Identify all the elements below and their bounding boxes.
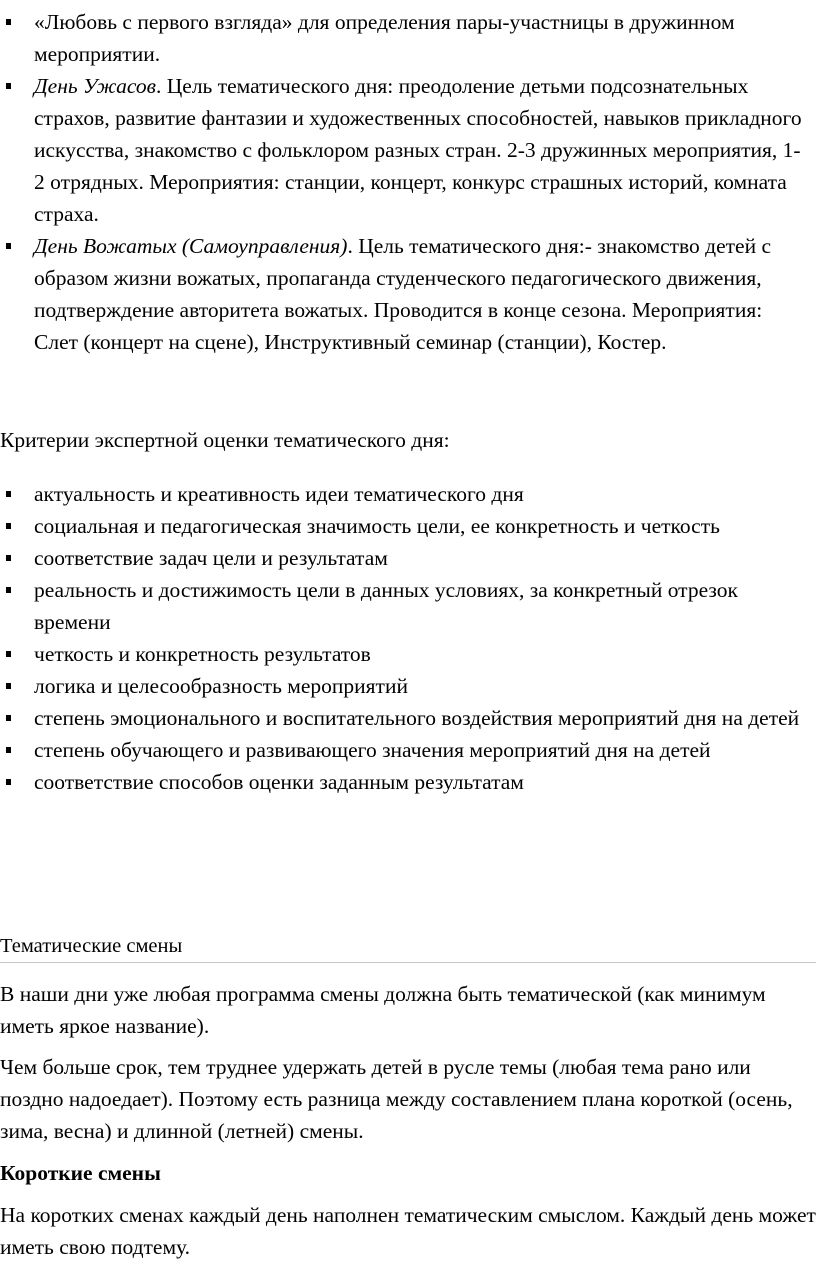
paragraph: На коротких сменах каждый день наполнен тематическим смыслом. Каждый день может иметь свою подтему. (0, 1203, 816, 1259)
criteria-item: актуальность и креативность идеи тематического дня (0, 478, 816, 510)
criteria-item: степень обучающего и развивающего значения мероприятий дня на детей (0, 734, 816, 766)
criteria-item: социальная и педагогическая значимость цели, ее конкретность и четкость (0, 510, 816, 542)
list-item-text: . Цель тематического дня:- знакомство детей с образом жизни вожатых, пропаганда студенческого педагогического движения, подтверждение авторитета вожатых. Проводится в конце сезона. Мероприятия: Слет (концерт на сцене), Инструктивный семинар (станции), Костер. (34, 234, 772, 354)
list-item-text: . Цель тематического дня: преодоление детьми подсознательных страхов, развитие фантазии и художественных способностей, навыков прикладного искусства, знакомство с фольклором разных стран. 2-3 дружинных мероприятия, 1-2 отрядных. Мероприятия: станции, концерт, конкурс страшных историй, комната страха. (34, 74, 802, 226)
section-title: Тематические смены (0, 935, 183, 957)
list-item (0, 230, 810, 358)
criteria-item: реальность и достижимость цели в данных условиях, за конкретный отрезок времени (0, 574, 816, 638)
list-item-title: День Ужасов (34, 74, 156, 98)
list-item-text: «Любовь с первого взгляда» для определения пары-участницы в дружинном мероприятии. (34, 10, 735, 66)
paragraph: В наши дни уже любая программа смены должна быть тематической (как минимум иметь яркое название). (0, 982, 766, 1038)
criteria-heading: Критерии экспертной оценки тематического дня: (0, 428, 450, 452)
criteria-item: логика и целесообразность мероприятий (0, 670, 816, 702)
theme-days-list (0, 6, 810, 358)
list-item (0, 6, 810, 70)
criteria-item: соответствие способов оценки заданным результатам (0, 766, 816, 798)
section-divider (0, 962, 816, 963)
paragraph: Чем больше срок, тем труднее удержать детей в русле темы (любая тема рано или поздно надоедает). Поэтому есть разница между составлением плана короткой (осень, зима, весна) и длинной (летней) смены. (0, 1055, 793, 1143)
list-item-title: День Вожатых (Самоуправления) (34, 234, 348, 258)
criteria-list (0, 478, 816, 798)
subheading: Короткие смены (0, 1161, 161, 1185)
list-item (0, 70, 810, 230)
criteria-item: четкость и конкретность результатов (0, 638, 816, 670)
criteria-item: степень эмоционального и воспитательного воздействия мероприятий дня на детей (0, 702, 816, 734)
criteria-item: соответствие задач цели и результатам (0, 542, 816, 574)
